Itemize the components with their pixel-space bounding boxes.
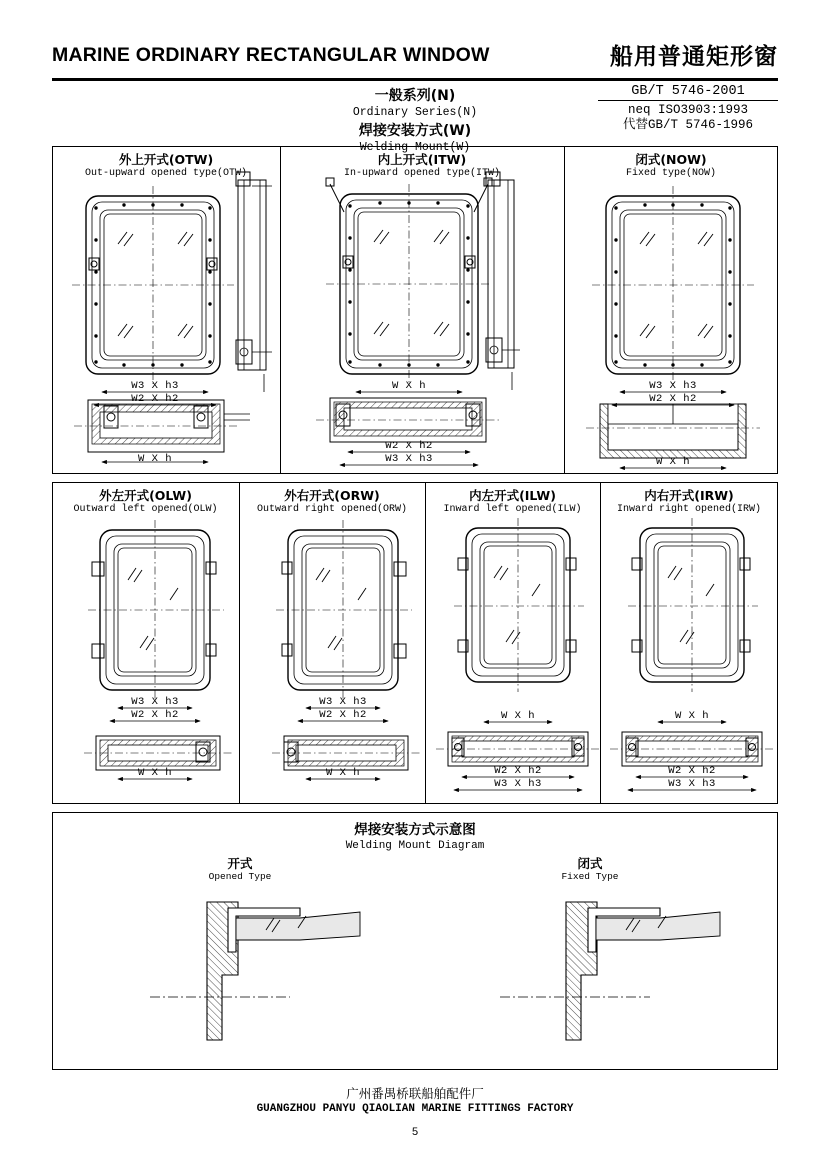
dim-ilw-w3: W3 X h3 <box>494 778 542 790</box>
mount-label-en: Welding Mount(W) <box>359 141 471 154</box>
drawing-irw-front <box>628 518 758 692</box>
dim-olw-w: W X h <box>137 767 172 779</box>
title-chinese: 船用普通矩形窗 <box>610 44 778 70</box>
drawing-now-section <box>586 404 760 458</box>
drawing-itw-side <box>486 172 520 390</box>
cell-title-irw-en: Inward right opened(IRW) <box>616 504 762 515</box>
diagram-left-cn: 开式 <box>227 856 253 871</box>
cell-title-olw-en: Outward left opened(OLW) <box>73 504 218 515</box>
dim-orw-w3: W3 X h3 <box>319 696 367 708</box>
dim-olw-w2: W2 X h2 <box>131 709 179 721</box>
dim-otw-w: W X h <box>137 453 172 465</box>
dim-otw-w2: W2 X h2 <box>131 393 179 405</box>
dim-now-w3: W3 X h3 <box>649 380 697 392</box>
diagram-title-cn: 焊接安装方式示意图 <box>354 822 476 838</box>
diagram-right-en: Fixed Type <box>561 871 619 882</box>
dim-itw-w: W X h <box>391 380 426 392</box>
title-english: MARINE ORDINARY RECTANGULAR WINDOW <box>52 44 490 66</box>
drawing-itw-front <box>326 178 492 384</box>
series-label-en: Ordinary Series(N) <box>352 106 478 119</box>
series-label-cn: 一般系列(N) <box>374 88 456 104</box>
mount-diagram-fixed <box>500 902 720 1040</box>
drawing-itw-section <box>316 398 500 442</box>
cell-title-orw-en: Outward right opened(ORW) <box>256 504 408 515</box>
standard-neq: neq ISO3903:1993 <box>627 103 749 117</box>
drawing-orw-front <box>276 520 412 700</box>
cell-title-olw-cn: 外左开式(OLW) <box>99 488 192 503</box>
diagram-left-en: Opened Type <box>208 871 272 882</box>
dim-otw-w3: W3 X h3 <box>131 380 179 392</box>
drawing-now-front <box>592 186 754 384</box>
page-number: 5 <box>411 1127 419 1139</box>
drawing-olw-front <box>88 520 224 700</box>
diagram-right-cn: 闭式 <box>577 856 603 871</box>
diagram-title-en: Welding Mount Diagram <box>345 840 485 852</box>
drawing-otw-side <box>236 172 272 392</box>
standard-code: GB/T 5746-2001 <box>631 84 745 99</box>
mount-diagram-opened <box>150 902 360 1040</box>
dim-olw-w3: W3 X h3 <box>131 696 179 708</box>
dim-orw-w: W X h <box>325 767 360 779</box>
page-footer <box>0 1086 830 1116</box>
cell-title-itw-cn: 内上开式(ITW) <box>377 152 467 167</box>
dim-ilw-w2: W2 X h2 <box>494 765 542 777</box>
dim-ilw-w: W X h <box>500 710 535 722</box>
dim-now-w2: W2 X h2 <box>649 393 697 405</box>
cell-title-now-en: Fixed type(NOW) <box>625 168 716 179</box>
drawing-irw-section <box>610 732 774 766</box>
drawing-ilw-front <box>454 518 584 692</box>
mount-label-cn: 焊接安装方式(W) <box>358 123 472 139</box>
drawing-olw-section <box>84 736 232 770</box>
dim-now-w: W X h <box>655 456 690 468</box>
drawing-ilw-section <box>436 732 600 766</box>
dim-irw-w3: W3 X h3 <box>668 778 716 790</box>
cell-title-otw-en: Out-upward opened type(OTW) <box>84 168 248 179</box>
dim-irw-w2: W2 X h2 <box>668 765 716 777</box>
cell-title-ilw-en: Inward left opened(ILW) <box>443 504 582 515</box>
drawing-otw-section <box>74 400 250 452</box>
drawing-otw-front <box>72 186 234 384</box>
dim-itw-w3: W3 X h3 <box>385 453 433 465</box>
company-name-cn: 广州番禺桥联船舶配件厂 <box>346 1086 484 1101</box>
dim-itw-w2: W2 X h2 <box>385 440 433 452</box>
dim-irw-w: W X h <box>674 710 709 722</box>
cell-title-otw-cn: 外上开式(OTW) <box>118 152 214 167</box>
cell-title-ilw-cn: 内左开式(ILW) <box>469 488 556 503</box>
drawing-orw-section <box>272 736 420 770</box>
cell-title-orw-cn: 外右开式(ORW) <box>284 488 380 503</box>
cell-title-irw-cn: 内右开式(IRW) <box>644 488 734 503</box>
dim-orw-w2: W2 X h2 <box>319 709 367 721</box>
company-name-en: GUANGZHOU PANYU QIAOLIAN MARINE FITTINGS FACTORY <box>256 1103 574 1115</box>
standard-replaces: 代替GB/T 5746-1996 <box>622 118 754 132</box>
cell-title-itw-en: In-upward opened type(ITW) <box>343 168 501 179</box>
cell-title-now-cn: 闭式(NOW) <box>635 152 707 167</box>
